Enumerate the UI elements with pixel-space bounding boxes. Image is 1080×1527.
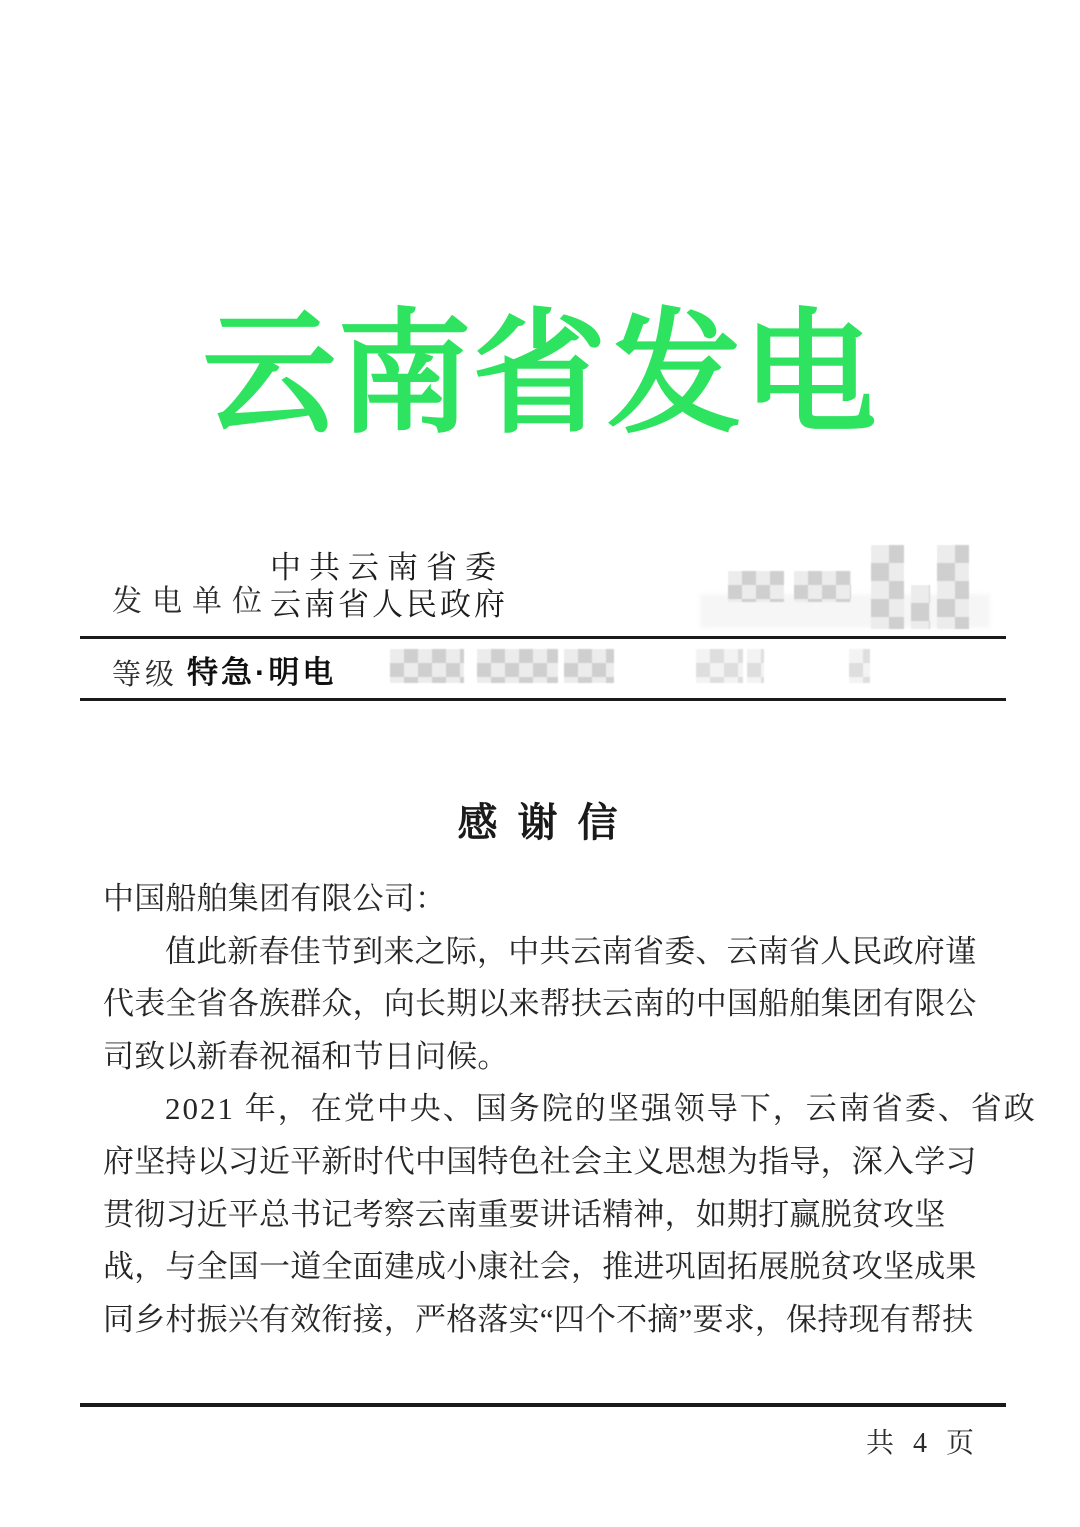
body-line: 代表全省各族群众，向长期以来帮扶云南的中国船舶集团有限公 — [103, 986, 977, 1022]
level-label: 等级 — [112, 659, 179, 691]
body-line: 同乡村振兴有效衔接，严格落实“四个不摘”要求，保持现有帮扶 — [103, 1301, 974, 1337]
level-value: 特急·明电 — [187, 655, 337, 690]
redaction-pixelation — [747, 649, 764, 683]
redaction-pixelation — [794, 571, 851, 602]
redaction-pixelation — [937, 545, 969, 629]
body-line: 战，与全国一道全面建成小康社会，推进巩固拓展脱贫攻坚成果 — [103, 1249, 977, 1285]
issuer-values — [270, 549, 508, 623]
body-line: 贯彻习近平总书记考察云南重要讲话精神，如期打赢脱贫攻坚 — [103, 1196, 946, 1232]
body-line: 中国船舶集团有限公司： — [103, 881, 447, 916]
body-line: 司致以新春祝福和节日问候。 — [103, 1038, 509, 1074]
issuer-label: 发电单位 — [112, 585, 272, 618]
redaction-pixelation — [728, 571, 784, 602]
redaction-pixelation — [911, 585, 930, 629]
footer-rule — [80, 1403, 1006, 1407]
redaction-pixelation — [390, 649, 464, 683]
redaction-pixelation — [477, 649, 558, 683]
body-line: 值此新春佳节到来之际，中共云南省委、云南省人民政府谨 — [165, 933, 977, 969]
letter-title: 感 谢 信 — [457, 800, 623, 845]
page-count: 共 4 页 — [865, 1428, 980, 1459]
telegram-masthead: 云南省发电 — [202, 301, 878, 449]
redaction-pixelation — [849, 649, 870, 683]
issuer-line-2: 云南省人民政府 — [270, 587, 508, 622]
divider-rule-top — [80, 636, 1006, 639]
divider-rule-bottom — [80, 698, 1006, 701]
redaction-pixelation — [564, 649, 614, 683]
body-line: 2021 年，在党中央、国务院的坚强领导下，云南省委、省政 — [165, 1091, 1037, 1127]
body-line: 府坚持以习近平新时代中国特色社会主义思想为指导，深入学习 — [103, 1143, 977, 1179]
issuer-line-1: 中共云南省委 — [270, 550, 504, 585]
redaction-pixelation — [871, 545, 904, 629]
letter-body — [103, 873, 1037, 1346]
redaction-pixelation — [696, 649, 743, 683]
